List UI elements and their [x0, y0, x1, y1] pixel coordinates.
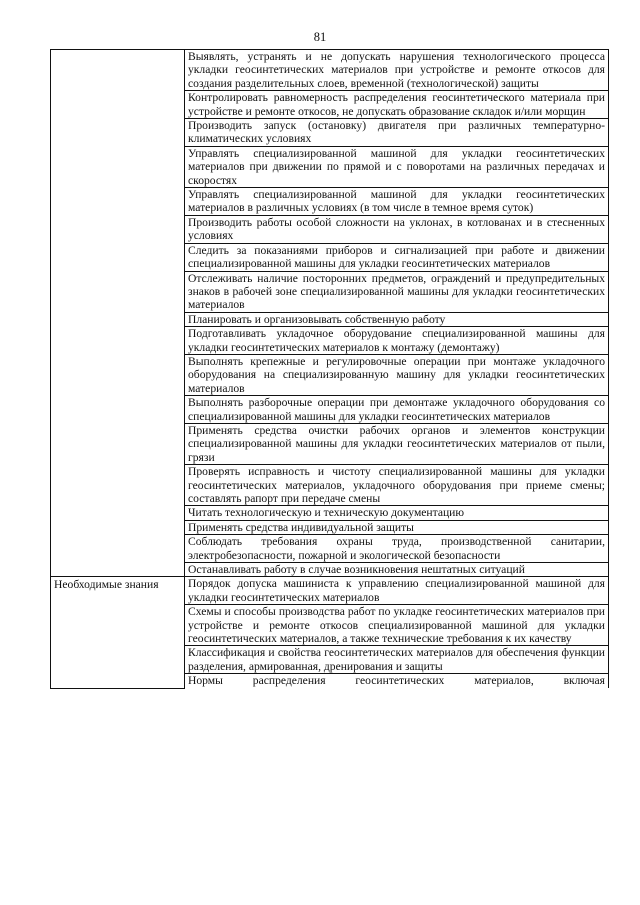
- table-cell: Применять средства индивидуальной защиты: [185, 520, 609, 534]
- table-cell: Выявлять, устранять и не допускать нарушения технологического процесса укладки геосинтетических материалов при устройстве и ремонте откосов для создания разделительных слоев, временной (технологической) защиты: [185, 50, 609, 91]
- table-cell: Производить запуск (остановку) двигателя при различных температурно-климатических условиях: [185, 119, 609, 147]
- table-cell: Проверять исправность и чистоту специализированной машины для укладки геосинтетических материалов, укладочного оборудования при приеме смены; составлять рапорт при передаче смены: [185, 465, 609, 506]
- table-cell: Выполнять крепежные и регулировочные операции при монтаже укладочного оборудования на специализированную машину для укладки геосинтетических материалов: [185, 354, 609, 395]
- table-row: [51, 50, 609, 91]
- table-cell: Управлять специализированной машиной для укладки геосинтетических материалов в различных условиях (в том числе в темное время суток): [185, 188, 609, 216]
- table-cell: Следить за показаниями приборов и сигнализацией при работе и движении специализированной машины для укладки геосинтетических материалов: [185, 243, 609, 271]
- table-cell: Производить работы особой сложности на уклонах, в котлованах и в стесненных условиях: [185, 215, 609, 243]
- table-cell: Схемы и способы производства работ по укладке геосинтетических материалов при устройстве и ремонте откосов специализированной машиной для укладки геосинтетических материалов, а также технические требования к их качеству: [185, 605, 609, 646]
- group-label-skills: [51, 50, 185, 577]
- table-cell: Соблюдать требования охраны труда, производственной санитарии, электробезопасности, пожарной и экологической безопасности: [185, 535, 609, 563]
- table-cell: Отслеживать наличие посторонних предметов, ограждений и предупредительных знаков в рабочей зоне специализированной машины для укладки геосинтетических материалов: [185, 271, 609, 312]
- table-cell: Читать технологическую и техническую документацию: [185, 506, 609, 520]
- table-cell: Управлять специализированной машиной для укладки геосинтетических материалов при движении по прямой и с поворотами на различных передачах и скоростях: [185, 146, 609, 187]
- table-cell: Останавливать работу в случае возникновения нештатных ситуаций: [185, 563, 609, 577]
- table-cell: Планировать и организовывать собственную работу: [185, 312, 609, 326]
- skills-knowledge-table: [50, 49, 609, 689]
- group-label-knowledge: Необходимые знания: [51, 577, 185, 688]
- table-cell: Контролировать равномерность распределения геосинтетического материала при устройстве и ремонте откосов, не допускать образование складок и/или морщин: [185, 91, 609, 119]
- table-cell: Нормы распределения геосинтетических материалов, включая: [185, 674, 609, 689]
- table-cell: Классификация и свойства геосинтетических материалов для обеспечения функции разделения, армированная, дренирования и защиты: [185, 646, 609, 674]
- table-row: [51, 577, 609, 605]
- table-cell: Подготавливать укладочное оборудование специализированной машины для укладки геосинтетических материалов к монтажу (демонтажу): [185, 327, 609, 355]
- table-cell: Выполнять разборочные операции при демонтаже укладочного оборудования со специализированной машины для укладки геосинтетических материалов: [185, 396, 609, 424]
- table-cell: Порядок допуска машиниста к управлению специализированной машиной для укладки геосинтетических материалов: [185, 577, 609, 605]
- table-cell: Применять средства очистки рабочих органов и элементов конструкции специализированной машины для укладки геосинтетических материалов от пыли, грязи: [185, 423, 609, 464]
- page-number: 81: [313, 30, 327, 44]
